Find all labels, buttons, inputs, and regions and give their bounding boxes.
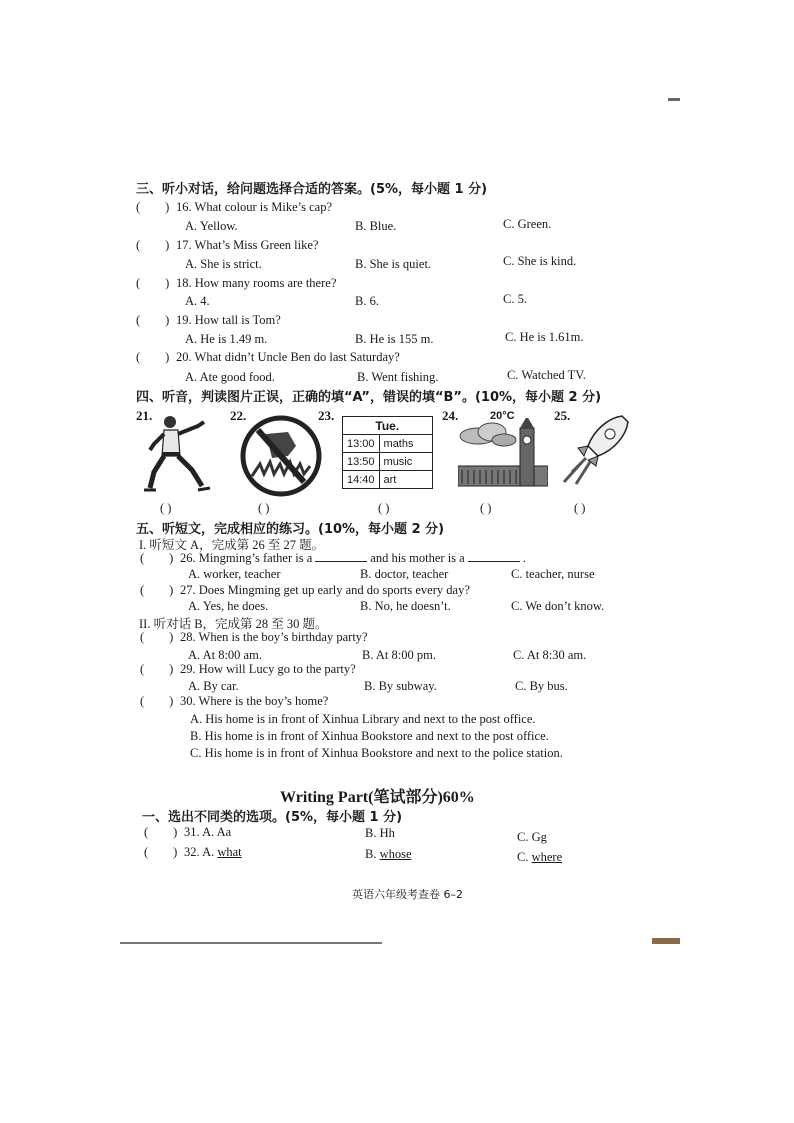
question-text: 26. Mingming’s father is a and his mother is a . — [180, 551, 526, 565]
option-a: A. 4. — [185, 294, 210, 308]
table-row — [343, 453, 433, 471]
scan-edge-mark — [668, 98, 680, 101]
question-text: 30. Where is the boy’s home? — [180, 694, 329, 708]
option-b: B. No, he doesn’t. — [360, 599, 451, 613]
part1-title: I. 听短文 A，完成第 26 至 27 题。 — [139, 538, 325, 552]
option-c: C. At 8:30 am. — [513, 648, 587, 662]
option-c: C. Gg — [517, 830, 547, 844]
picture-number: 21. — [136, 408, 153, 423]
picture-number: 22. — [230, 408, 247, 423]
answer-bracket[interactable]: ( ) — [574, 501, 586, 515]
question-text: 31. A. Aa — [184, 825, 232, 839]
option-a: A. Ate good food. — [185, 370, 275, 384]
option-b: B. He is 155 m. — [355, 332, 434, 346]
answer-bracket[interactable]: ( ) — [144, 825, 178, 839]
option-c: C. Green. — [503, 217, 552, 231]
kung-fu-person-icon — [140, 410, 218, 494]
answer-bracket[interactable]: ( ) — [140, 662, 174, 676]
option-c: C. Watched TV. — [507, 368, 586, 382]
option-c: C. where — [517, 850, 563, 864]
schedule-subject: music — [379, 453, 432, 471]
option-a: A. Yellow. — [185, 219, 238, 233]
question-text: 32. A. what — [184, 845, 242, 859]
question-text: 29. How will Lucy go to the party? — [180, 662, 356, 676]
table-row — [343, 471, 433, 489]
answer-bracket[interactable]: ( ) — [136, 200, 170, 214]
option-b: B. At 8:00 pm. — [362, 648, 436, 662]
answer-bracket[interactable]: ( ) — [136, 350, 170, 364]
answer-bracket[interactable]: ( ) — [160, 501, 172, 515]
temperature-label: 20°C — [490, 410, 515, 422]
option-a: A. His home is in front of Xinhua Library and next to the post office. — [190, 712, 536, 726]
option-c: C. By bus. — [515, 679, 568, 693]
option-b: B. whose — [365, 847, 412, 861]
answer-bracket[interactable]: ( ) — [480, 501, 492, 515]
schedule-time: 13:50 — [343, 453, 380, 471]
answer-bracket[interactable]: ( ) — [136, 276, 170, 290]
section3-title: 三、听小对话，给问题选择合适的答案。(5%，每小题 1 分) — [136, 182, 488, 197]
schedule-subject: art — [379, 471, 432, 489]
option-a: A. Yes, he does. — [188, 599, 269, 613]
question-text: 19. How tall is Tom? — [176, 313, 281, 327]
part2-title: II. 听对话 B，完成第 28 至 30 题。 — [139, 617, 328, 631]
answer-bracket[interactable]: ( ) — [140, 583, 174, 597]
big-ben-clouds-icon — [458, 410, 548, 490]
answer-bracket[interactable]: ( ) — [378, 501, 390, 515]
answer-bracket[interactable]: ( ) — [144, 845, 178, 859]
option-c: C. 5. — [503, 292, 527, 306]
writing-part-title: Writing Part(笔试部分)60% — [280, 789, 475, 806]
answer-bracket[interactable]: ( ) — [136, 313, 170, 327]
schedule-time: 14:40 — [343, 471, 380, 489]
schedule-day-header: Tue. — [343, 417, 433, 435]
answer-bracket[interactable]: ( ) — [140, 694, 174, 708]
section4-title: 四、听音，判读图片正误，正确的填“A”，错误的填“B”。(10%，每小题 2 分) — [136, 390, 602, 405]
scan-edge-line — [120, 942, 382, 944]
answer-bracket[interactable]: ( ) — [140, 630, 174, 644]
option-b: B. 6. — [355, 294, 379, 308]
option-b: B. She is quiet. — [355, 257, 432, 271]
option-b: B. doctor, teacher — [360, 567, 449, 581]
question-text: 16. What colour is Mike’s cap? — [176, 200, 332, 214]
answer-bracket[interactable]: ( ) — [136, 238, 170, 252]
option-c: C. She is kind. — [503, 254, 577, 268]
schedule-time: 13:00 — [343, 435, 380, 453]
option-a: A. worker, teacher — [188, 567, 281, 581]
option-a: A. By car. — [188, 679, 239, 693]
scan-edge-mark — [652, 938, 680, 944]
schedule-table — [342, 416, 433, 489]
fill-blank[interactable] — [315, 560, 367, 562]
option-b: B. By subway. — [364, 679, 437, 693]
answer-bracket[interactable]: ( ) — [140, 551, 174, 565]
option-c: C. We don’t know. — [511, 599, 605, 613]
question-text: 18. How many rooms are there? — [176, 276, 337, 290]
option-c: C. His home is in front of Xinhua Bookstore and next to the police station. — [190, 746, 563, 760]
question-text: 28. When is the boy’s birthday party? — [180, 630, 368, 644]
question-text: 27. Does Mingming get up early and do sports every day? — [180, 583, 470, 597]
fill-blank[interactable] — [468, 560, 520, 562]
picture-number: 24. — [442, 408, 459, 423]
page-footer: 英语六年级考查卷 6–2 — [352, 888, 463, 901]
option-b: B. Went fishing. — [357, 370, 439, 384]
option-a: A. At 8:00 am. — [188, 648, 262, 662]
option-a: A. She is strict. — [185, 257, 262, 271]
picture-number: 23. — [318, 408, 335, 423]
no-stepping-on-grass-sign-icon — [238, 414, 324, 498]
section5-title: 五、听短文，完成相应的练习。(10%，每小题 2 分) — [136, 522, 445, 537]
option-c: C. teacher, nurse — [511, 567, 595, 581]
option-a: A. He is 1.49 m. — [185, 332, 268, 346]
option-b: B. Hh — [365, 826, 395, 840]
table-row — [343, 435, 433, 453]
answer-bracket[interactable]: ( ) — [258, 501, 270, 515]
option-b: B. His home is in front of Xinhua Bookstore and next to the post office. — [190, 729, 549, 743]
option-c: C. He is 1.61m. — [505, 330, 584, 344]
rocket-icon — [558, 412, 632, 492]
question-text: 20. What didn’t Uncle Ben do last Saturday? — [176, 350, 400, 364]
schedule-subject: maths — [379, 435, 432, 453]
question-text: 17. What’s Miss Green like? — [176, 238, 319, 252]
writing-section1-title: 一、选出不同类的选项。(5%，每小题 1 分) — [142, 810, 403, 825]
picture-number: 25. — [554, 408, 571, 423]
option-b: B. Blue. — [355, 219, 397, 233]
